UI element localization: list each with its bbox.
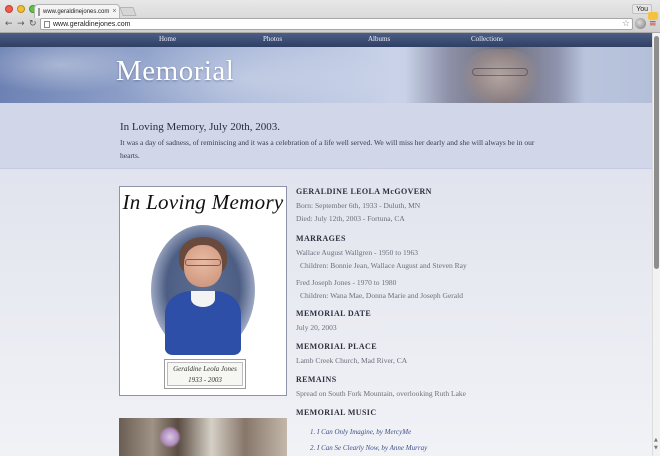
nav-collections-link[interactable]: Collections — [471, 35, 503, 43]
deceased-name: GERALDINE LEOLA McGOVERN — [296, 187, 432, 196]
close-window-button[interactable] — [5, 5, 13, 13]
menu-icon[interactable]: ≡ — [649, 19, 657, 29]
page-title: Memorial — [116, 55, 235, 87]
vertical-scrollbar[interactable] — [652, 33, 660, 456]
plaque-name: Geraldine Leola Jones — [173, 365, 237, 373]
profile-button[interactable]: You — [632, 4, 652, 14]
forward-arrow-icon[interactable]: → — [17, 19, 25, 29]
site-nav — [0, 33, 652, 47]
memorial-music-heading: MEMORIAL MUSIC — [296, 408, 377, 417]
marriage-2-children: Children: Wana Mae, Donna Marie and Joseph Gerald — [300, 291, 463, 300]
header-banner — [0, 47, 652, 103]
marriage-1: Wallace August Wallgren - 1950 to 1963 — [296, 248, 418, 257]
memorial-card-heading: In Loving Memory — [122, 190, 284, 214]
intro-text: It was a day of sadness, of reminiscing and it was a celebration of a life well served. We will miss her dearly and she will always be in our hearts. — [120, 138, 535, 160]
scroll-up-icon[interactable]: ▲ — [654, 437, 658, 443]
page-icon — [44, 21, 50, 28]
portrait-photo — [151, 225, 255, 355]
back-arrow-icon[interactable]: ← — [5, 19, 13, 29]
url-text[interactable]: www.geraldinejones.com — [53, 20, 131, 28]
nav-photos-link[interactable]: Photos — [263, 35, 283, 43]
marriage-1-children: Children: Bonnie Jean, Wallace August and Steven Ray — [300, 261, 467, 270]
memorial-card-image[interactable] — [119, 186, 287, 396]
nav-home-link[interactable]: Home — [159, 35, 177, 43]
new-tab-button[interactable] — [119, 7, 136, 16]
marriage-2: Fred Joseph Jones - 1970 to 1980 — [296, 278, 397, 287]
banner-portrait-glasses — [472, 68, 528, 76]
browser-toolbar — [0, 0, 660, 33]
flowers-image — [159, 426, 181, 448]
banner-portrait-image — [462, 49, 538, 109]
minimize-window-button[interactable] — [17, 5, 25, 13]
web-page — [0, 33, 652, 456]
remains-text: Spread on South Fork Mountain, overlooking Ruth Lake — [296, 389, 466, 398]
intro-section — [0, 103, 652, 169]
portrait-face — [184, 245, 222, 287]
memorial-date: July 20, 2003 — [296, 323, 337, 332]
address-bar[interactable] — [40, 18, 633, 30]
died-text: Died: July 12th, 2003 - Fortuna, CA — [296, 214, 405, 223]
scrollbar-thumb[interactable] — [654, 36, 659, 269]
reload-icon[interactable]: ↻ — [29, 19, 37, 29]
close-tab-icon[interactable]: × — [112, 8, 117, 15]
window-controls — [5, 5, 37, 13]
memorial-place-heading: MEMORIAL PLACE — [296, 342, 377, 351]
memorial-date-heading: MEMORIAL DATE — [296, 309, 372, 318]
intro-title: In Loving Memory, July 20th, 2003. — [120, 121, 280, 133]
portrait-collar — [191, 291, 215, 307]
nav-albums-link[interactable]: Albums — [368, 35, 391, 43]
born-text: Born: September 6th, 1933 - Duluth, MN — [296, 201, 421, 210]
tab-title: www.geraldinejones.com — [43, 8, 110, 15]
music-item-2[interactable]: 2. I Can Se Clearly Now, by Anne Murray — [310, 444, 428, 452]
name-plaque — [164, 359, 246, 389]
memorial-service-photo[interactable] — [119, 418, 287, 456]
page-favicon-icon — [38, 8, 40, 16]
portrait-glasses — [185, 259, 221, 266]
bookmark-star-icon[interactable]: ☆ — [621, 19, 630, 29]
marriages-heading: MARRAGES — [296, 234, 346, 243]
browser-tab[interactable] — [34, 4, 120, 18]
remains-heading: REMAINS — [296, 375, 337, 384]
scroll-down-icon[interactable]: ▼ — [654, 445, 658, 451]
plaque-years: 1933 - 2003 — [188, 376, 222, 384]
memorial-place: Lamb Creek Church, Mad River, CA — [296, 356, 408, 365]
extension-icon[interactable] — [635, 18, 646, 29]
music-item-1[interactable]: 1. I Can Only Imagine, by MercyMe — [310, 428, 412, 436]
